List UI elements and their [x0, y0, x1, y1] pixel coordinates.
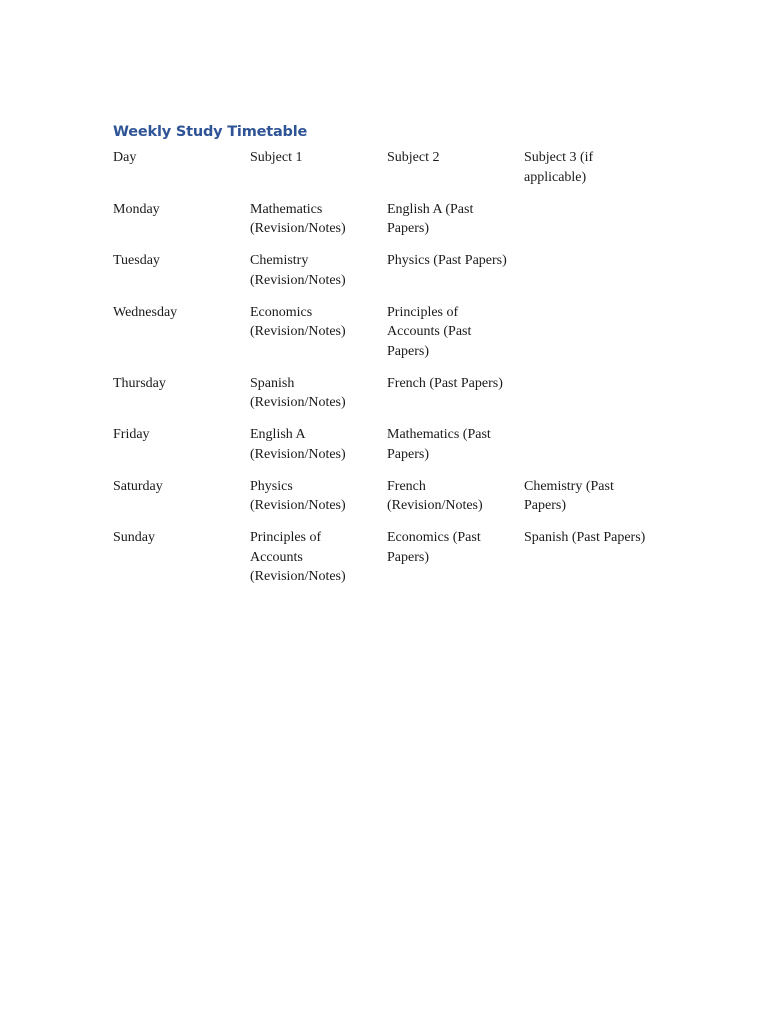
- subject-1-cell: Chemistry (Revision/Notes): [250, 253, 346, 288]
- subject-3-cell: Chemistry (Past Papers): [524, 478, 614, 513]
- subject-3-cell: [518, 303, 655, 374]
- page-title: Weekly Study Timetable: [113, 124, 308, 140]
- day-cell: Saturday: [113, 478, 163, 494]
- header-subject-1: Subject 1: [250, 150, 303, 165]
- table-row: [107, 528, 655, 599]
- table-row: [107, 200, 655, 252]
- table-row: [107, 251, 655, 303]
- subject-1-cell: Physics (Revision/Notes): [250, 478, 346, 513]
- subject-2-cell: Economics (Past Papers): [387, 530, 481, 565]
- subject-1-cell: Mathematics (Revision/Notes): [250, 201, 346, 236]
- study-timetable: [107, 148, 655, 599]
- subject-2-cell: Mathematics (Past Papers): [387, 427, 491, 462]
- subject-1-cell: Principles of Accounts (Revision/Notes): [250, 530, 346, 584]
- subject-2-cell: French (Revision/Notes): [387, 478, 483, 513]
- subject-2-cell: English A (Past Papers): [387, 201, 474, 236]
- table-header-row: [107, 148, 655, 200]
- header-subject-3: Subject 3 (if applicable): [524, 150, 594, 185]
- day-cell: Wednesday: [113, 304, 178, 320]
- subject-1-cell: English A (Revision/Notes): [250, 427, 346, 462]
- subject-2-cell: Principles of Accounts (Past Papers): [387, 304, 472, 359]
- subject-3-cell: [518, 251, 655, 303]
- table-row: [107, 425, 655, 477]
- subject-3-cell: [518, 425, 655, 477]
- day-cell: Sunday: [113, 530, 155, 545]
- subject-1-cell: Spanish (Revision/Notes): [250, 375, 346, 410]
- subject-3-cell: [518, 200, 655, 252]
- table-row: [107, 303, 655, 374]
- day-cell: Monday: [113, 201, 160, 217]
- table-row: [107, 477, 655, 529]
- header-subject-2: Subject 2: [387, 150, 440, 165]
- subject-3-cell: Spanish (Past Papers): [524, 530, 646, 545]
- day-cell: Thursday: [113, 375, 166, 391]
- table-row: [107, 374, 655, 426]
- subject-2-cell: French (Past Papers): [387, 375, 503, 391]
- header-day: Day: [113, 150, 137, 165]
- day-cell: Friday: [113, 427, 150, 442]
- subject-3-cell: [518, 374, 655, 426]
- subject-1-cell: Economics (Revision/Notes): [250, 304, 346, 339]
- day-cell: Tuesday: [113, 253, 160, 268]
- subject-2-cell: Physics (Past Papers): [387, 253, 507, 268]
